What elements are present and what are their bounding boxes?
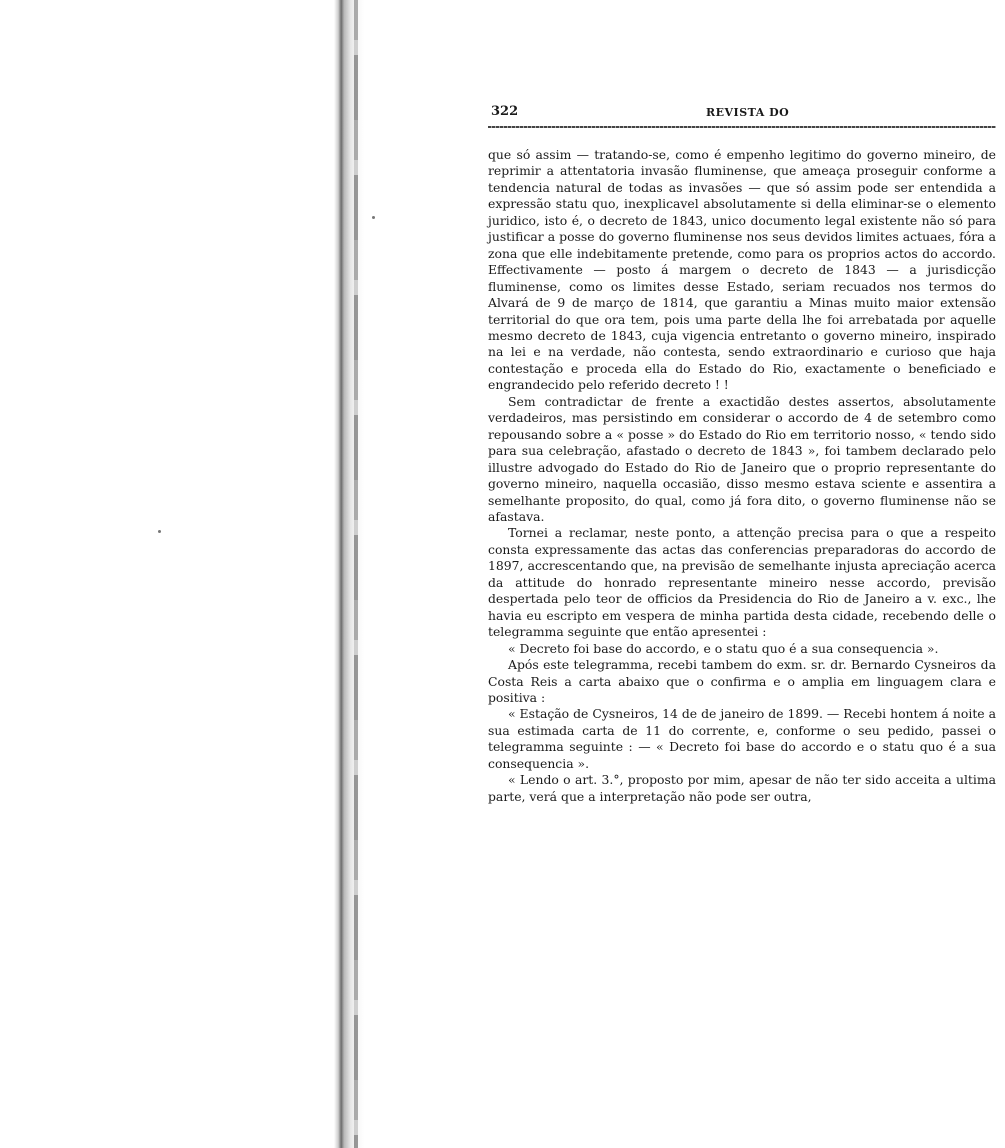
quoted-telegram: « Decreto foi base do accordo, e o statu quo é a sua consequencia ». bbox=[508, 640, 939, 656]
header-rule bbox=[488, 126, 996, 128]
quoted-letter: « Lendo o art. 3.°, proposto por mim, apesar de não ter sido acceita a ultima parte, verá que a interpretação não pode ser outra, bbox=[488, 772, 996, 804]
running-head: REVISTA DO bbox=[706, 106, 790, 119]
binding-spine-line bbox=[354, 0, 358, 1148]
paper-speck bbox=[158, 530, 161, 533]
paragraph: Sem contradictar de frente a exactidão destes assertos, absolutamente verdadeiros, mas persistindo em considerar o accordo de 4 de setembro como repousando sobre a « posse » do Estado do Rio em territorio nosso, « tendo sido para sua celebração, afastado o decreto de 1843 », foi tambem declarado pelo illustre advogado do Estado do Rio de Janeiro que o proprio representante do governo mineiro, naquella occasião, disso mesmo estava sciente e assentira a semelhante proposito, do qual, como já fora dito, o governo fluminense não se afastava. bbox=[488, 393, 996, 524]
page-header bbox=[488, 100, 996, 122]
body-text bbox=[488, 147, 996, 805]
quoted-letter: « Estação de Cysneiros, 14 de de janeiro de 1899. — Recebi hontem á noite a sua estimada carta de 11 do corrente, e, conforme o seu pedido, passei o telegramma seguinte : — « Decreto foi base do accordo e o statu quo é a sua consequencia ». bbox=[488, 706, 996, 771]
paragraph: Após este telegramma, recebi tambem do exm. sr. dr. Bernardo Cysneiros da Costa Reis a carta abaixo que o confirma e o amplia em linguagem clara e positiva : bbox=[488, 657, 996, 705]
paragraph: Tornei a reclamar, neste ponto, a attenção precisa para o que a respeito consta expressamente das actas das conferencias preparadoras do accordo de 1897, accrescentando que, na previsão de semelhante injusta apreciação acerca da attitude do honrado representante mineiro nesse accordo, previsão despertada pelo teor de officios da Presidencia do Rio de Janeiro a v. exc., lhe havia eu escripto em vespera de minha partida desta cidade, recebendo delle o telegramma seguinte que então apresentei : bbox=[488, 525, 996, 640]
book-binding-gutter bbox=[334, 0, 364, 1148]
paragraph: que só assim — tratando-se, como é empenho legitimo do governo mineiro, de reprimir a attentatoria invasão fluminense, que ameaça proseguir conforme a tendencia natural de todas as invasões — que só assim pode ser entendida a expressão statu quo, inexplicavel absolutamente si della eliminar-se o elemento juridico, isto é, o decreto de 1843, unico documento legal existente não só para justificar a posse do governo fluminense nos seus devidos limites actuaes, fóra a zona que elle indebitamente pretende, como para os proprios actos do accordo. Effectivamente — posto á margem o decreto de 1843 — a jurisdicção fluminense, como os limites desse Estado, seriam recuados nos termos do Alvará de 9 de março de 1814, que garantiu a Minas muito maior extensão territorial do que ora tem, pois uma parte della lhe foi arrebatada por aquelle mesmo decreto de 1843, cuja vigencia entretanto o governo mineiro, inspirado na lei e na verdade, não contesta, sendo extraordinario e curioso que haja contestação e proceda ella do Estado do Rio, exactamente o beneficiado e engrandecido pelo referido decreto ! ! bbox=[488, 147, 996, 393]
page-number: 322 bbox=[491, 104, 519, 119]
paper-speck bbox=[372, 216, 375, 219]
